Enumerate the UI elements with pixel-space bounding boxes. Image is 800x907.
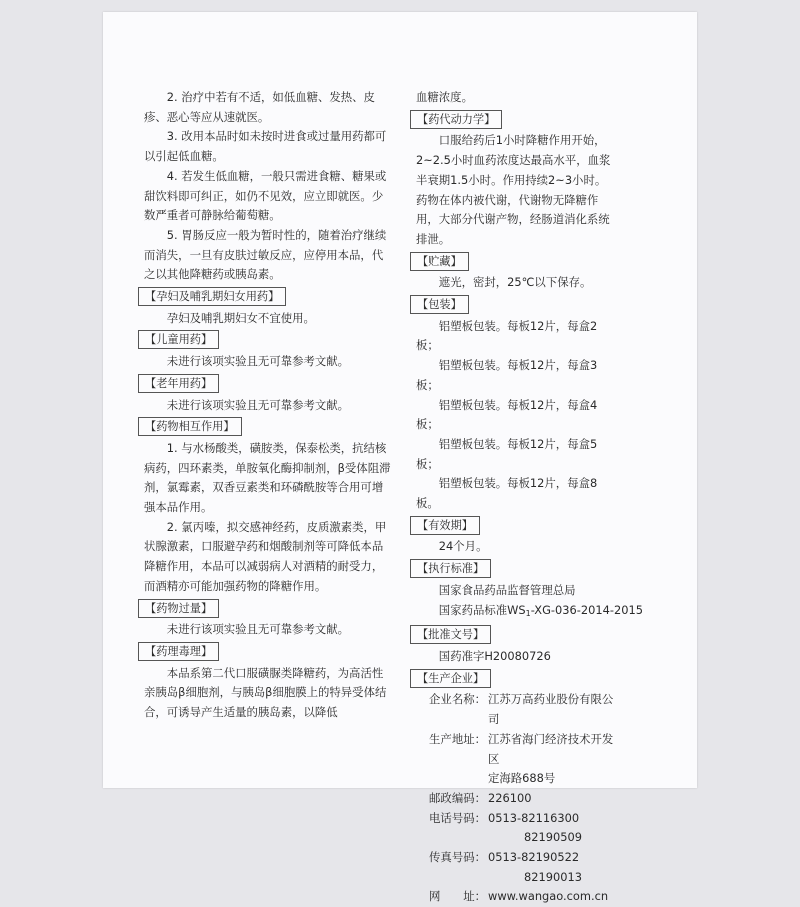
phone-label: 电话号码： (429, 810, 486, 825)
children-text: 未进行该项实验且无可靠参考文献。 (166, 354, 350, 369)
heading-company: 【生产企业】 (410, 669, 491, 688)
heading-approval: 【批准文号】 (410, 625, 491, 644)
fax-label: 传真号码： (429, 850, 486, 865)
website-label: 网 址： (429, 889, 486, 904)
heading-standard: 【执行标准】 (410, 559, 491, 578)
package-line: 铝塑板包装。每板12片，每盒2板； (416, 318, 598, 353)
heading-storage: 【贮藏】 (410, 252, 469, 271)
storage-text: 遮光，密封，25℃以下保存。 (438, 275, 592, 290)
right-column (416, 88, 643, 907)
validity-text: 24个月。 (438, 539, 488, 554)
phone-number-2: 82190509 (524, 830, 582, 845)
heading-pharmacokinetics: 【药代动力学】 (410, 110, 502, 129)
elderly-text: 未进行该项实验且无可靠参考文献。 (166, 397, 350, 412)
precaution-4: 4. 若发生低血糖，一般只需进食糖、糖果或甜饮料即可纠正，如仍不见效，应立即就医。少数严重者可静脉给葡萄糖。 (144, 168, 387, 223)
left-column (144, 88, 394, 723)
standard-subscript: 1 (525, 608, 531, 618)
precaution-5: 5. 胃肠反应一般为暂时性的，随着治疗继续而消失，一旦有皮肤过敏反应，应停用本品，代之以其他降糖药或胰岛素。 (144, 227, 387, 282)
overdose-text: 未进行该项实验且无可靠参考文献。 (166, 622, 350, 637)
standard-line: 国家食品药品监督管理总局 (438, 582, 576, 597)
address-label: 生产地址： (429, 731, 486, 746)
zip-label: 邮政编码： (429, 790, 486, 805)
address-line-1: 江苏省海门经济技术开发区 (488, 731, 614, 766)
standard-code: -XG-036-2014-2015 (530, 602, 643, 617)
package-line: 铝塑板包装。每板12片，每盒3板； (416, 358, 598, 392)
heading-children: 【儿童用药】 (138, 330, 219, 349)
heading-interaction: 【药物相互作用】 (138, 417, 242, 436)
approval-number: 国药准字H20080726 (438, 648, 551, 663)
company-name-label: 企业名称： (429, 692, 486, 707)
standard-line (416, 601, 643, 624)
company-name: 江苏万高药业股份有限公司 (488, 692, 614, 727)
pharmacokinetics-text: 口服给药后1小时降糖作用开始，2~2.5小时血药浓度达最高水平，血浆半衰期1.5小时。作用持续2~3小时。药物在体内被代谢，代谢物无降糖作用，大部分代谢产物，经肠道消化系统排泄。 (416, 133, 611, 246)
heading-package: 【包装】 (410, 295, 469, 314)
heading-overdose: 【药物过量】 (138, 599, 219, 618)
heading-pregnancy: 【孕妇及哺乳期妇女用药】 (138, 287, 286, 306)
precaution-3: 3. 改用本品时如未按时进食或过量用药都可以引起低血糖。 (144, 129, 387, 164)
heading-validity: 【有效期】 (410, 516, 480, 535)
standard-prefix: 国家药品标准WS (438, 602, 526, 617)
website-url: www.wangao.com.cn (488, 889, 609, 904)
pharmacology-continued: 血糖浓度。 (416, 90, 473, 104)
package-line: 铝塑板包装。每板12片，每盒8板。 (416, 476, 598, 511)
interaction-2: 2. 氯丙嗪，拟交感神经药，皮质激素类，甲状腺激素，口服避孕药和烟酸制剂等可降低本品降糖作用，本品可以减弱病人对酒精的耐受力，而酒精亦可能加强药物的降糖作用。 (144, 519, 387, 593)
phone-number-1: 0513-82116300 (488, 810, 580, 825)
fax-number-2: 82190013 (524, 869, 582, 884)
fax-number-1: 0513-82190522 (488, 850, 580, 865)
pharmacology-text: 本品系第二代口服磺脲类降糖药，为高活性亲胰岛β细胞剂，与胰岛β细胞膜上的特异受体结合，可诱导产生适量的胰岛素，以降低 (144, 665, 387, 720)
pregnancy-text: 孕妇及哺乳期妇女不宜使用。 (166, 310, 315, 325)
package-line: 铝塑板包装。每板12片，每盒4板； (416, 397, 598, 432)
address-line-2: 定海路688号 (488, 771, 556, 786)
zip-code: 226100 (488, 790, 532, 805)
heading-pharmacology: 【药理毒理】 (138, 642, 219, 661)
package-line: 铝塑板包装。每板12片，每盒5板； (416, 436, 598, 471)
heading-elderly: 【老年用药】 (138, 374, 219, 393)
interaction-1: 1. 与水杨酸类，磺胺类，保泰松类，抗结核病药，四环素类，单胺氧化酶抑制剂，β受体阻滞剂，氯霉素，双香豆素类和环磷酰胺等合用可增强本品作用。 (144, 440, 391, 515)
precaution-2: 2. 治疗中若有不适，如低血糖、发热、皮疹、恶心等应从速就医。 (144, 90, 375, 124)
